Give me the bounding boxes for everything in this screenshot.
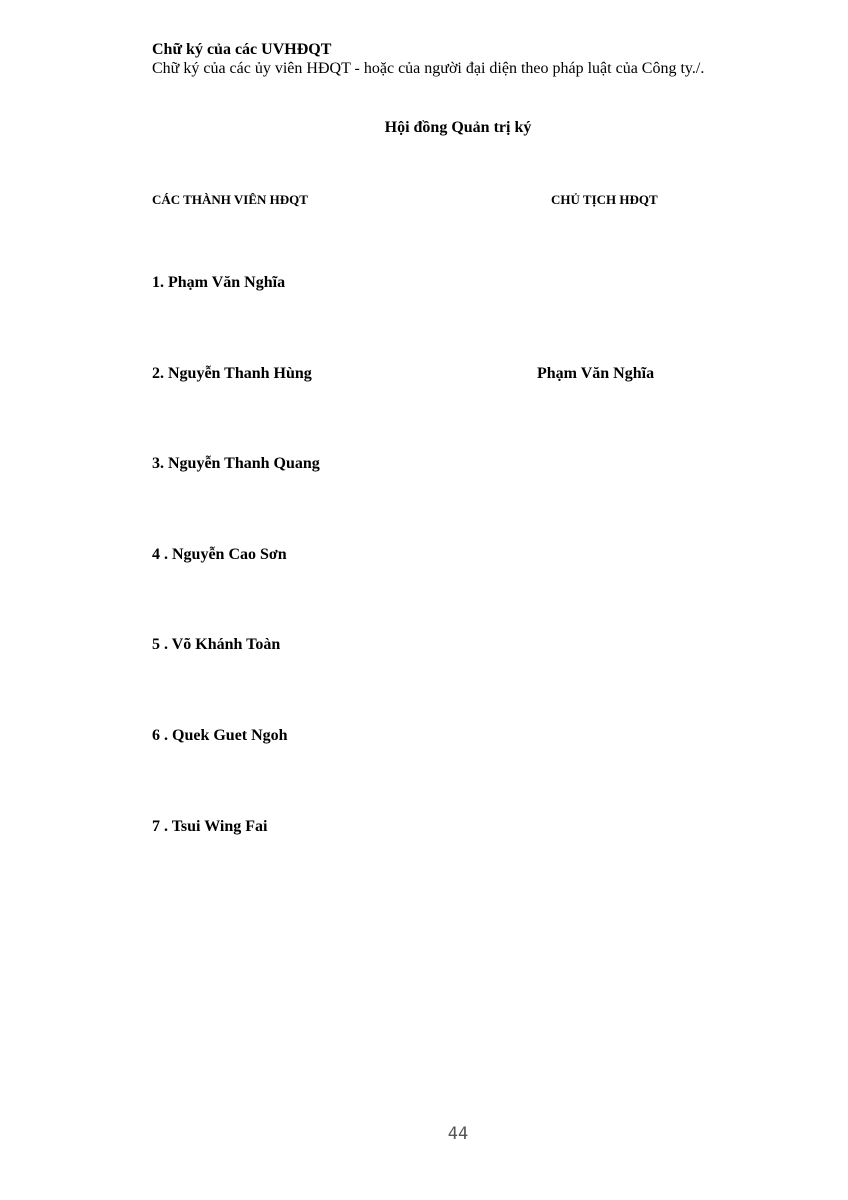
members-column-header: CÁC THÀNH VIÊN HĐQT — [152, 192, 308, 207]
member-item: 2. Nguyễn Thanh Hùng — [152, 365, 312, 382]
member-item: 7 . Tsui Wing Fai — [152, 818, 268, 835]
member-item: 4 . Nguyễn Cao Sơn — [152, 546, 287, 563]
section-description: Chữ ký của các ủy viên HĐQT - hoặc của người đại diện theo pháp luật của Công ty./. — [152, 60, 705, 77]
section-heading: Chữ ký của các UVHĐQT — [152, 41, 332, 58]
board-signature-title: Hội đồng Quản trị ký — [384, 119, 532, 136]
member-item: 3. Nguyễn Thanh Quang — [152, 455, 320, 472]
page-number: 44 — [447, 1124, 469, 1144]
member-item: 6 . Quek Guet Ngoh — [152, 727, 288, 744]
chair-name: Phạm Văn Nghĩa — [537, 365, 655, 382]
chair-column-header: CHỦ TỊCH HĐQT — [551, 192, 658, 207]
member-item: 1. Phạm Văn Nghĩa — [152, 274, 286, 291]
member-item: 5 . Võ Khánh Toàn — [152, 636, 281, 653]
